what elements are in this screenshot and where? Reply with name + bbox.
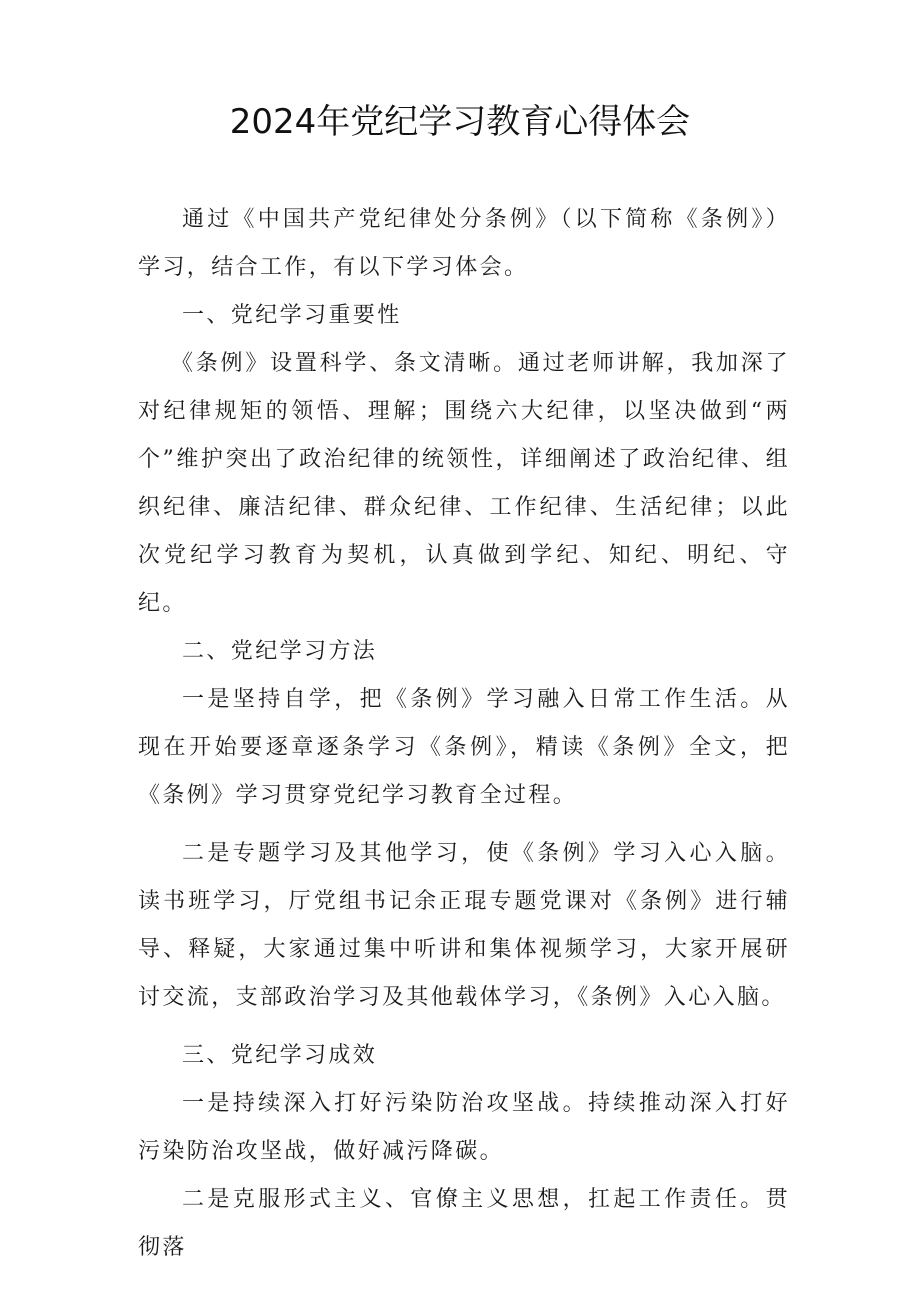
results-paragraph-responsibility: 二是克服形式主义、官僚主义思想，扛起工作责任。贯彻落 xyxy=(138,1187,790,1260)
methods-paragraph-topic-study: 二是专题学习及其他学习，使《条例》学习入心入脑。读书班学习，厅党组书记余正琨专题党课对《条例》进行辅导、释疑，大家通过集中听讲和集体视频学习，大家开展研讨交流，支部政治学习及其他载体学习，《条例》入心入脑。 xyxy=(138,841,790,1010)
section-heading-results: 三、党纪学习成效 xyxy=(182,1043,378,1068)
section-heading-methods: 二、党纪学习方法 xyxy=(182,639,378,664)
paragraph-gap xyxy=(138,1022,790,1032)
document-body xyxy=(138,196,790,1272)
document-title: 2024年党纪学习教育心得体会 xyxy=(229,102,691,142)
intro-paragraph: 通过《中国共产党纪律处分条例》（以下简称《条例》）学习，结合工作，有以下学习体会。 xyxy=(138,207,790,280)
results-paragraph-pollution: 一是持续深入打好污染防治攻坚战。持续推动深入打好污染防治攻坚战，做好减污降碳。 xyxy=(138,1091,790,1164)
paragraph-gap xyxy=(138,820,790,830)
section-heading-importance: 一、党纪学习重要性 xyxy=(182,303,402,328)
importance-paragraph: 《条例》设置科学、条文清晰。通过老师讲解，我加深了对纪律规矩的领悟、理解；围绕六大纪律，以坚决做到“两个”维护突出了政治纪律的统领性，详细阐述了政治纪律、组织纪律、廉洁纪律、群众纪律、工作纪律、生活纪律；以此次党纪学习教育为契机，认真做到学纪、知纪、明纪、守纪。 xyxy=(138,351,790,616)
methods-paragraph-self-study: 一是坚持自学，把《条例》学习融入日常工作生活。从现在开始要逐章逐条学习《条例》，精读《条例》全文，把《条例》学习贯穿党纪学习教育全过程。 xyxy=(138,687,790,808)
